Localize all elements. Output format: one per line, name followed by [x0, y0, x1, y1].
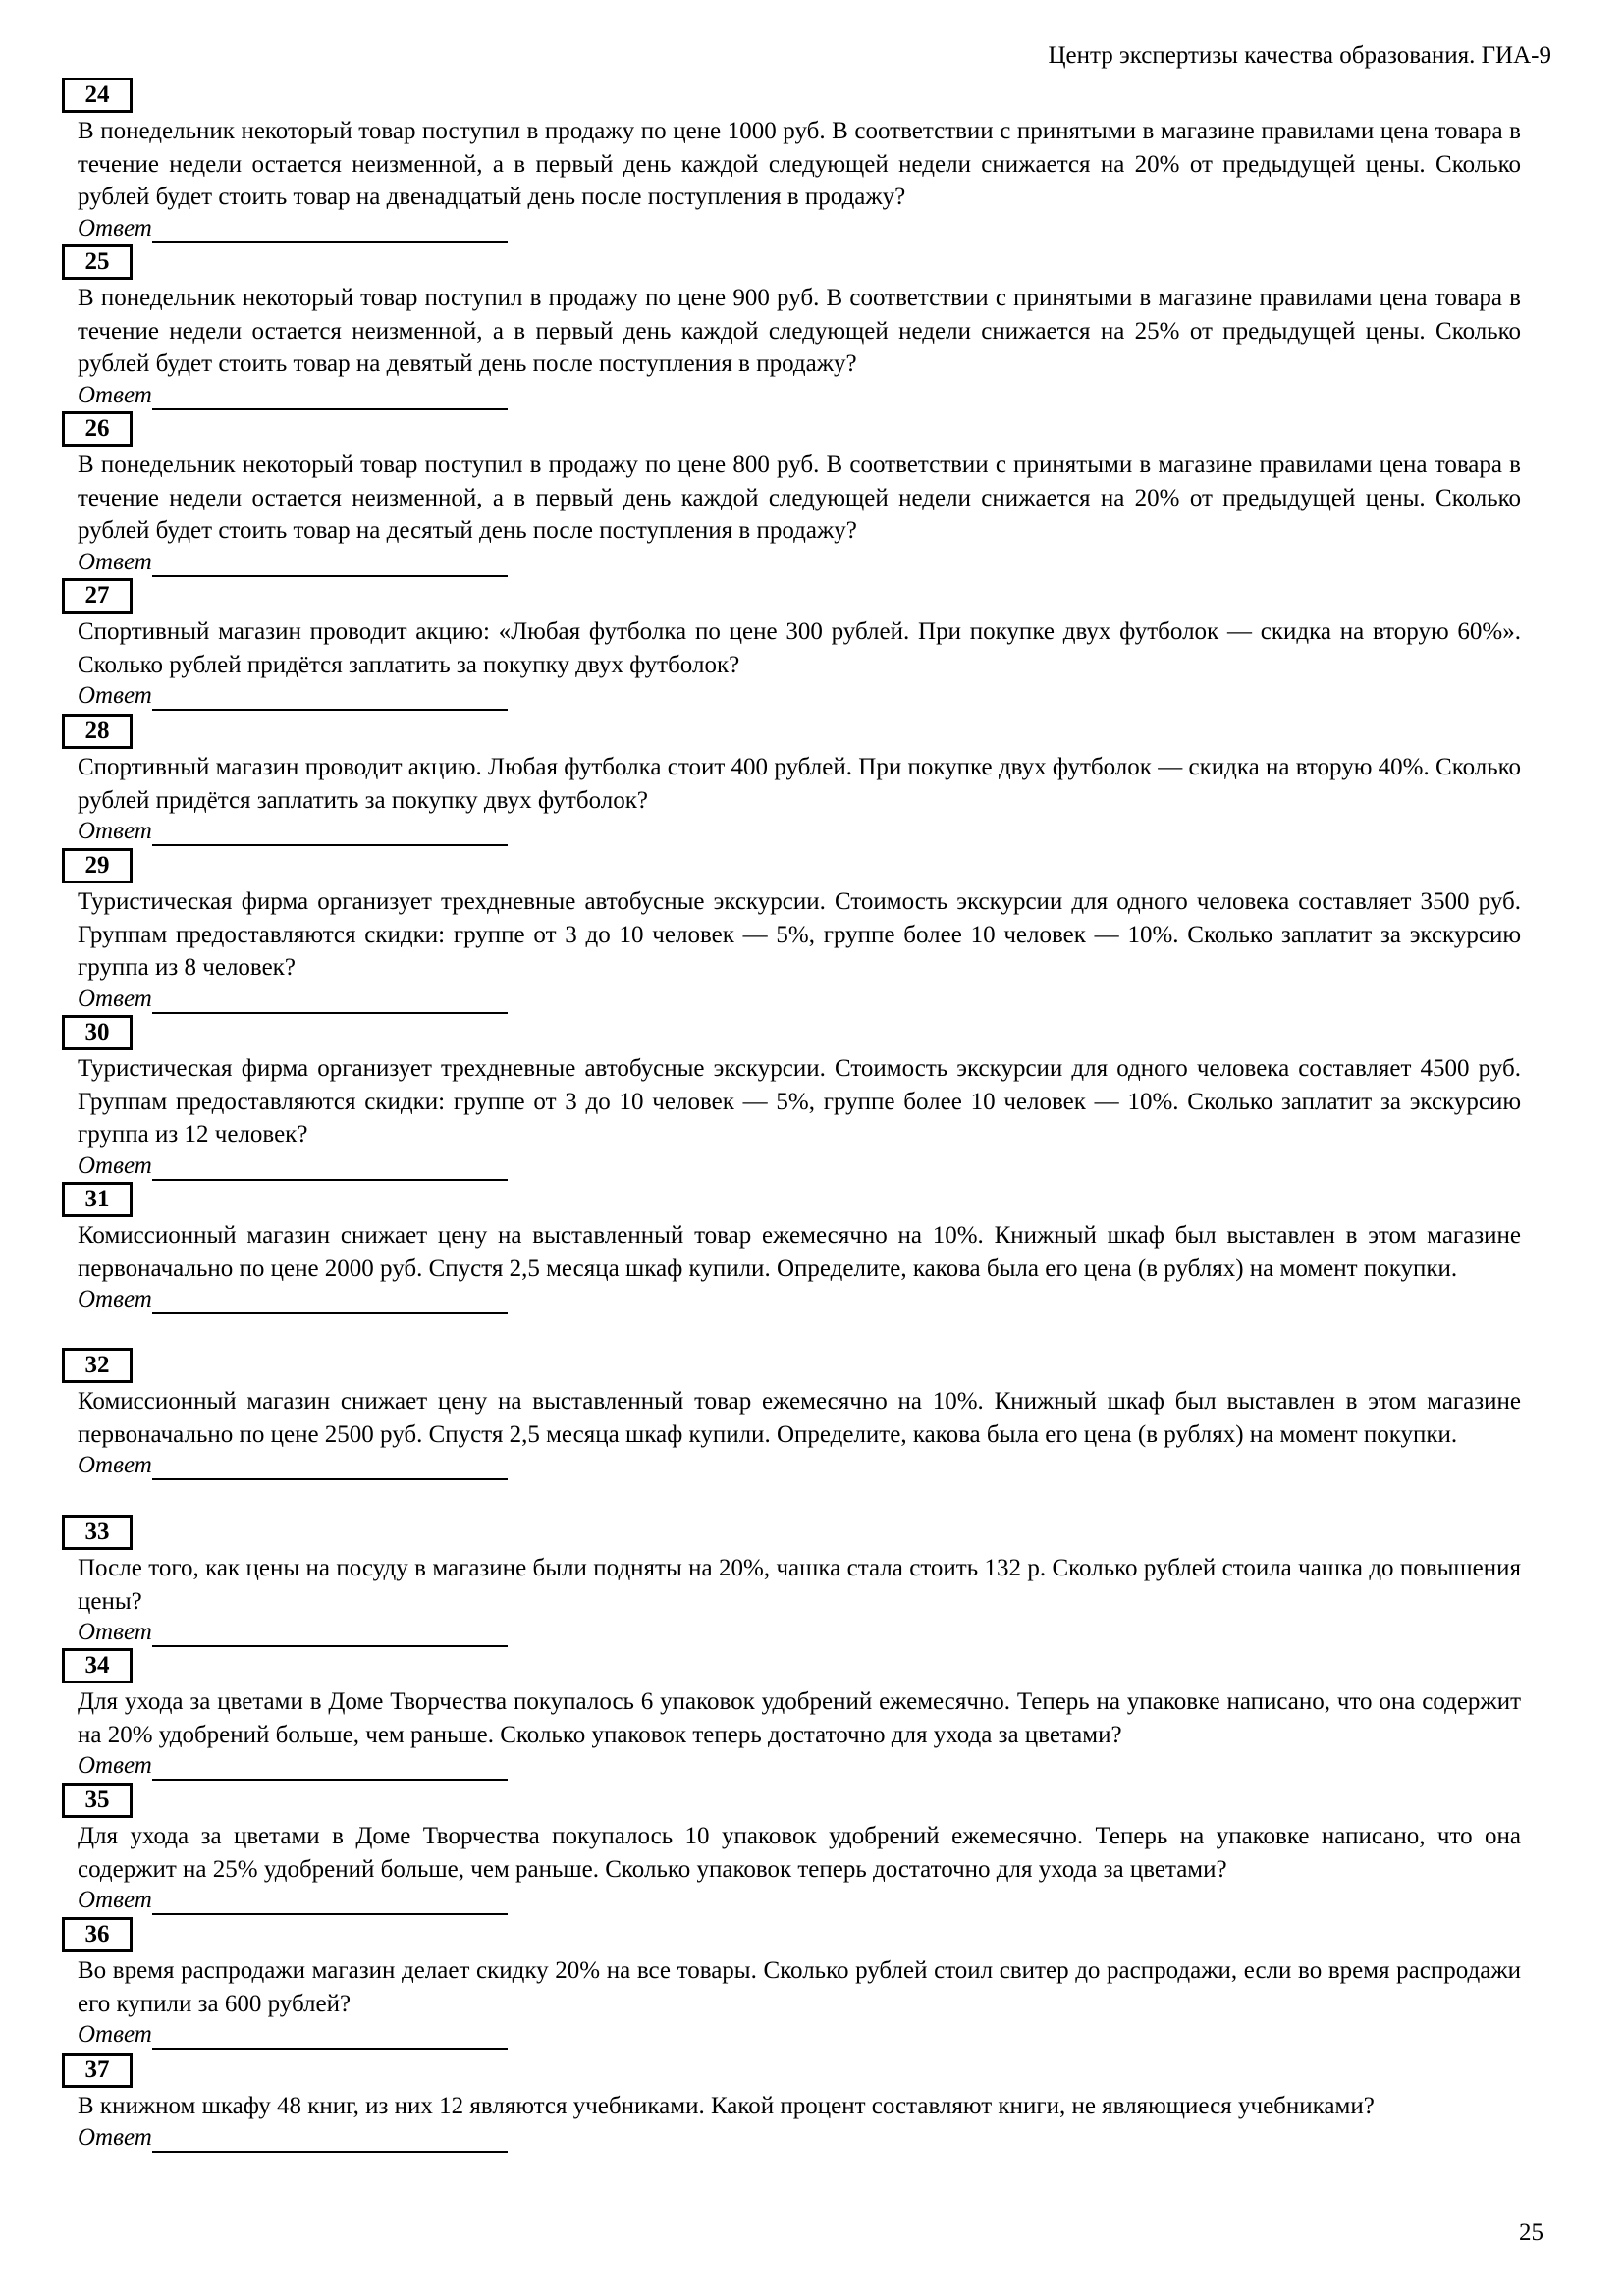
page-number: 25: [1519, 2219, 1543, 2246]
task-number-box: 27: [62, 578, 133, 614]
task-text: Туристическая фирма организует трехдневные автобусные экскурсии. Стоимость экскурсии для одного человека составляет 3500 руб. Группам предоставляются скидки: группе от 3 до 10 человек — 5%, группе более 10 человек — 10%. Сколько заплатит за экскурсию группа из 8 человек?: [78, 888, 1521, 982]
task-26: [62, 411, 1521, 577]
task-text: В понедельник некоторый товар поступил в продажу по цене 900 руб. В соответствии с принятыми в магазине правилами цена товара в течение недели остается неизменной, а в первый день каждой следующей недели снижается на 25% от предыдущей цены. Сколько рублей будет стоить товар на девятый день после поступления в продажу?: [78, 285, 1521, 378]
answer-label: Ответ: [78, 1151, 152, 1179]
answer-row: [78, 2020, 1521, 2050]
task-number-box: 34: [62, 1648, 133, 1683]
answer-row: [78, 1451, 1521, 1480]
task-number-box: 30: [62, 1015, 133, 1050]
task-number-box: 35: [62, 1783, 133, 1818]
task-text: Спортивный магазин проводит акцию: «Любая футболка по цене 300 рублей. При покупке двух футболок — скидка на вторую 60%». Сколько рублей придётся заплатить за покупку двух футболок?: [78, 618, 1521, 678]
task-number-box: 24: [62, 78, 133, 113]
answer-field[interactable]: [152, 1753, 508, 1781]
answer-row: [78, 1285, 1521, 1314]
task-number-box: 26: [62, 411, 133, 447]
answer-field[interactable]: [152, 216, 508, 243]
task-28: [62, 714, 1521, 846]
answer-row: [78, 985, 1521, 1014]
task-35: [62, 1783, 1521, 1915]
task-24: [62, 78, 1521, 243]
task-25: [62, 244, 1521, 410]
answer-row: [78, 1886, 1521, 1915]
answer-label: Ответ: [78, 381, 152, 408]
task-37: [62, 2053, 1521, 2153]
answer-row: [78, 681, 1521, 711]
task-number-box: 28: [62, 714, 133, 749]
task-number-box: 32: [62, 1348, 133, 1383]
task-34: [62, 1648, 1521, 1781]
task-33: [62, 1515, 1521, 1647]
task-text: После того, как цены на посуду в магазине были подняты на 20%, чашка стала стоить 132 р. Сколько рублей стоила чашка до повышения цены?: [78, 1555, 1521, 1615]
task-27: [62, 578, 1521, 711]
task-31: [62, 1182, 1521, 1314]
answer-label: Ответ: [78, 1452, 152, 1479]
answer-label: Ответ: [78, 2123, 152, 2151]
answer-field[interactable]: [152, 819, 508, 846]
answer-field[interactable]: [152, 683, 508, 711]
task-text: Для ухода за цветами в Доме Творчества покупалось 6 упаковок удобрений ежемесячно. Теперь на упаковке написано, что она содержит на 20% удобрений больше, чем раньше. Сколько упаковок теперь достаточно для ухода за цветами?: [78, 1688, 1521, 1748]
task-30: [62, 1015, 1521, 1181]
answer-label: Ответ: [78, 1286, 152, 1313]
answer-label: Ответ: [78, 1619, 152, 1646]
answer-field[interactable]: [152, 1453, 508, 1480]
answer-label: Ответ: [78, 2021, 152, 2049]
task-text: В книжном шкафу 48 книг, из них 12 являются учебниками. Какой процент составляют книги, не являющиеся учебниками?: [78, 2093, 1375, 2119]
answer-label: Ответ: [78, 682, 152, 710]
task-number-box: 36: [62, 1917, 133, 1952]
answer-row: [78, 214, 1521, 243]
answer-row: [78, 1618, 1521, 1647]
answer-row: [78, 1151, 1521, 1181]
answer-label: Ответ: [78, 818, 152, 845]
answer-label: Ответ: [78, 1752, 152, 1780]
answer-label: Ответ: [78, 214, 152, 241]
answer-row: [78, 1751, 1521, 1781]
answer-row: [78, 817, 1521, 846]
answer-row: [78, 2123, 1521, 2153]
task-text: Спортивный магазин проводит акцию. Любая футболка стоит 400 рублей. При покупке двух футболок — скидка на вторую 40%. Сколько рублей придётся заплатить за покупку двух футболок?: [78, 754, 1521, 814]
answer-row: [78, 548, 1521, 577]
task-text: Комиссионный магазин снижает цену на выставленный товар ежемесячно на 10%. Книжный шкаф был выставлен в этом магазине первоначально по цене 2000 руб. Спустя 2,5 месяца шкаф купили. Определите, какова была его цена (в рублях) на момент покупки.: [78, 1222, 1521, 1282]
task-text: Для ухода за цветами в Доме Творчества покупалось 10 упаковок удобрений ежемесячно. Теперь на упаковке написано, что она содержит на 25% удобрений больше, чем раньше. Сколько упаковок теперь достаточно для ухода за цветами?: [78, 1823, 1521, 1883]
task-text: В понедельник некоторый товар поступил в продажу по цене 800 руб. В соответствии с принятыми в магазине правилами цена товара в течение недели остается неизменной, а в первый день каждой следующей недели снижается на 20% от предыдущей цены. Сколько рублей будет стоить товар на десятый день после поступления в продажу?: [78, 452, 1521, 545]
task-29: [62, 848, 1521, 1014]
answer-field[interactable]: [152, 1153, 508, 1181]
answer-label: Ответ: [78, 985, 152, 1012]
answer-field[interactable]: [152, 987, 508, 1014]
task-text: Во время распродажи магазин делает скидку 20% на все товары. Сколько рублей стоил свитер до распродажи, если во время распродажи его купили за 600 рублей?: [78, 1957, 1521, 2017]
answer-field[interactable]: [152, 1888, 508, 1915]
answer-field[interactable]: [152, 1287, 508, 1314]
answer-row: [78, 381, 1521, 410]
task-text: В понедельник некоторый товар поступил в продажу по цене 1000 руб. В соответствии с принятыми в магазине правилами цена товара в течение недели остается неизменной, а в первый день каждой следующей недели снижается на 20% от предыдущей цены. Сколько рублей будет стоить товар на двенадцатый день после поступления в продажу?: [78, 118, 1521, 211]
task-text: Туристическая фирма организует трехдневные автобусные экскурсии. Стоимость экскурсии для одного человека составляет 4500 руб. Группам предоставляются скидки: группе от 3 до 10 человек — 5%, группе более 10 человек — 10%. Сколько заплатит за экскурсию группа из 12 человек?: [78, 1055, 1521, 1148]
task-number-box: 25: [62, 244, 133, 280]
task-number-box: 33: [62, 1515, 133, 1550]
answer-field[interactable]: [152, 2125, 508, 2153]
task-32: [62, 1348, 1521, 1480]
answer-field[interactable]: [152, 1620, 508, 1647]
answer-field[interactable]: [152, 550, 508, 577]
task-36: [62, 1917, 1521, 2050]
page-header: Центр экспертизы качества образования. ГИА-9: [1048, 42, 1551, 69]
task-number-box: 29: [62, 848, 133, 883]
answer-field[interactable]: [152, 383, 508, 410]
task-text: Комиссионный магазин снижает цену на выставленный товар ежемесячно на 10%. Книжный шкаф был выставлен в этом магазине первоначально по цене 2500 руб. Спустя 2,5 месяца шкаф купили. Определите, какова была его цена (в рублях) на момент покупки.: [78, 1388, 1521, 1448]
task-number-box: 37: [62, 2053, 133, 2088]
answer-field[interactable]: [152, 2022, 508, 2050]
task-number-box: 31: [62, 1182, 133, 1217]
answer-label: Ответ: [78, 548, 152, 575]
answer-label: Ответ: [78, 1887, 152, 1914]
